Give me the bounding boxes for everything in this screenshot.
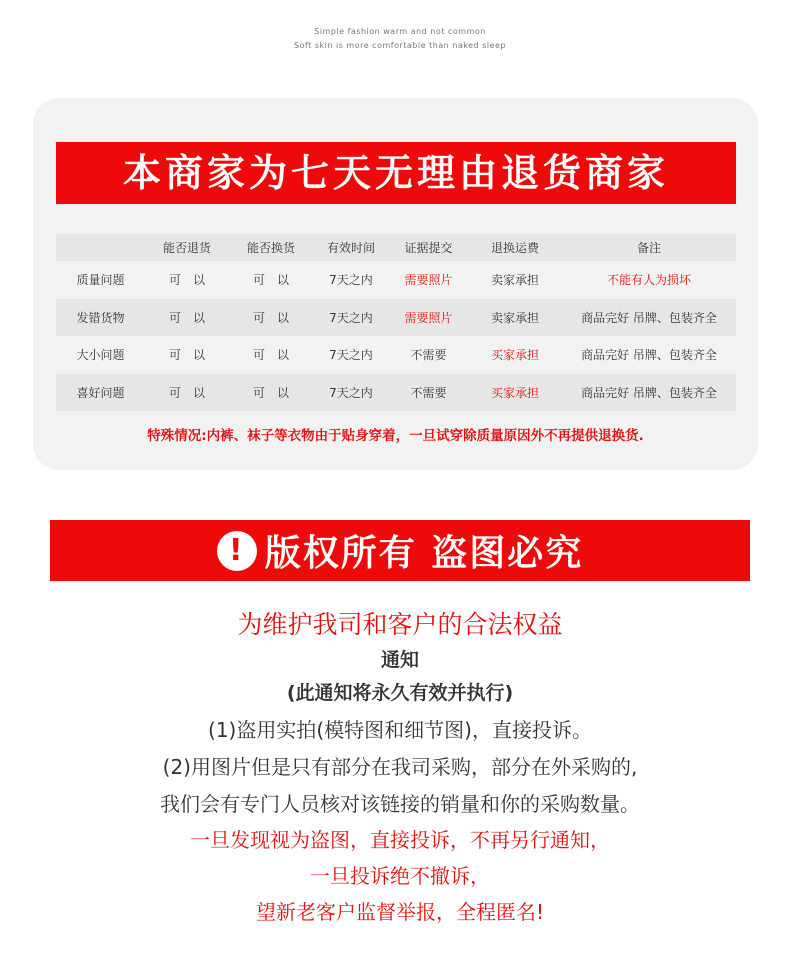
copyright-banner [50, 520, 750, 581]
issue-cell: 喜好问题 [76, 385, 125, 400]
header-cell-exchange: 能否换货 [246, 241, 295, 255]
shipping-cell: 卖家承担 [490, 310, 539, 325]
notice-line-3: 我们会有专门人员核对该链接的销量和你的采购数量。 [160, 792, 640, 816]
evidence-cell: 需要照片 [404, 273, 453, 288]
header-cell-blank [56, 234, 145, 261]
notice-line-1: (1)盗用实拍(模特图和细节图)，直接投诉。 [208, 718, 592, 742]
note-cell: 商品完好 吊牌、包装齐全 [581, 348, 717, 363]
table-row [56, 374, 736, 412]
return-cell: 可 以 [168, 348, 205, 363]
period-cell: 7天之内 [329, 310, 373, 325]
return-policy-banner: 本商家为七天无理由退货商家 [56, 142, 736, 204]
return-cell: 可 以 [168, 385, 205, 400]
header-cell-period: 有效时间 [326, 241, 375, 255]
exchange-cell: 可 以 [252, 273, 289, 288]
return-policy-table [56, 234, 736, 411]
note-cell: 商品完好 吊牌、包装齐全 [581, 310, 717, 325]
period-cell: 7天之内 [329, 273, 373, 288]
tagline-line-1: Simple fashion warm and not common [314, 27, 486, 36]
exchange-cell: 可 以 [252, 348, 289, 363]
header-cell-return: 能否退货 [162, 241, 211, 255]
note-cell: 不能有人为损坏 [606, 273, 691, 288]
notice-heading: 为维护我司和客户的合法权益 [237, 610, 563, 639]
notice-line-6: 望新老客户监督举报，全程匿名! [255, 900, 545, 924]
note-cell: 商品完好 吊牌、包装齐全 [581, 385, 717, 400]
special-case-note: 特殊情况:内裤、袜子等衣物由于贴身穿着，一旦试穿除质量原因外不再提供退换货. [147, 428, 644, 444]
return-cell: 可 以 [168, 273, 205, 288]
return-cell: 可 以 [168, 310, 205, 325]
shipping-cell: 卖家承担 [490, 273, 539, 288]
table-row [56, 336, 736, 374]
exchange-cell: 可 以 [252, 310, 289, 325]
exclamation-icon: ! [217, 531, 257, 571]
notice-line-5: 一旦投诉绝不撤诉， [310, 864, 490, 888]
table-row [56, 299, 736, 337]
copyright-banner-text: 版权所有 盗图必究 [264, 533, 584, 574]
evidence-cell: 需要照片 [404, 310, 453, 325]
issue-cell: 发错货物 [76, 310, 125, 325]
table-header-row [56, 234, 736, 261]
exchange-cell: 可 以 [252, 385, 289, 400]
evidence-cell: 不需要 [410, 348, 447, 363]
notice-line-4: 一旦发现视为盗图，直接投诉，不再另行通知， [190, 828, 610, 852]
notice-title: 通知 [380, 649, 419, 671]
issue-cell: 质量问题 [76, 273, 125, 288]
notice-line-2: (2)用图片但是只有部分在我司采购，部分在外采购的, [162, 755, 638, 779]
tagline-line-2: Soft skin is more comfortable than naked sleep [294, 41, 506, 50]
issue-cell: 大小问题 [76, 348, 125, 363]
header-cell-shipping: 退换运费 [490, 241, 539, 255]
notice-subtitle: (此通知将永久有效并执行) [286, 682, 514, 704]
header-cell-evidence: 证据提交 [404, 241, 453, 255]
period-cell: 7天之内 [329, 348, 373, 363]
header-cell-note: 备注 [636, 241, 661, 255]
period-cell: 7天之内 [329, 385, 373, 400]
evidence-cell: 不需要 [410, 385, 447, 400]
shipping-cell: 买家承担 [490, 385, 539, 400]
return-policy-card [33, 98, 758, 470]
shipping-cell: 买家承担 [490, 348, 539, 363]
table-row [56, 261, 736, 299]
